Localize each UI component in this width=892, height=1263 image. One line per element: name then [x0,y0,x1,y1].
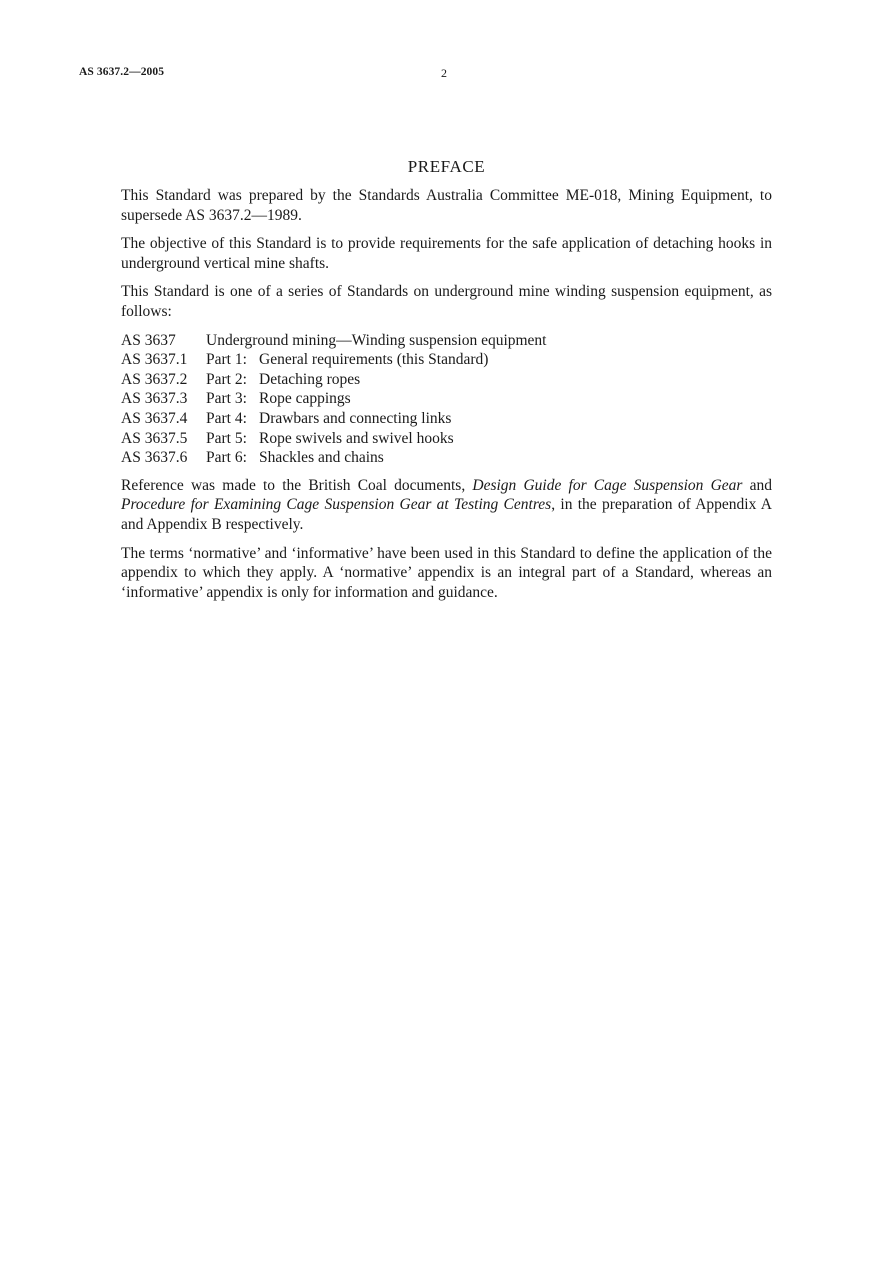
series-row [121,448,772,468]
series-part: Part 4: [206,409,247,427]
series-row [121,389,772,409]
series-title: Detaching ropes [259,370,361,388]
series-title: Shackles and chains [259,449,384,467]
preface-paragraph-5: The terms ‘normative’ and ‘informative’ have been used in this Standard to define the application of the appendix to which they apply. A ‘normative’ appendix is an integral part of a Standard, whereas an ‘informative’ appendix is only for information and guidance. [121,544,772,601]
series-part: Part 5: [206,429,247,447]
reference-text: , in the preparation of Appendix A and Appendix B respectively. [121,496,772,533]
series-row [121,429,772,449]
series-part: Part 1: [206,351,247,369]
series-title: Rope swivels and swivel hooks [259,429,454,447]
series-code: AS 3637.6 [121,449,188,467]
document-id: AS 3637.2—2005 [79,66,165,78]
series-row [121,331,772,351]
series-part: Part 3: [206,390,247,408]
series-row [121,409,772,429]
series-title: Drawbars and connecting links [259,409,452,427]
reference-text: Reference was made to the British Coal documents, [121,476,473,494]
series-title: Rope cappings [259,390,351,408]
series-part: Part 6: [206,449,247,467]
preface-paragraph-1: This Standard was prepared by the Standards Australia Committee ME-018, Mining Equipment, to supersede AS 3637.2—1989. [121,187,772,224]
series-row [121,350,772,370]
series-title: General requirements (this Standard) [259,351,489,369]
preface-section [121,156,772,611]
page-number: 2 [441,66,447,80]
series-part: Part 2: [206,370,247,388]
series-title: Underground mining—Winding suspension equipment [206,331,547,349]
design-guide-title: Design Guide for Cage Suspension Gear [472,476,743,494]
reference-text: and [742,476,773,494]
series-row [121,370,772,390]
series-code: AS 3637.5 [121,429,188,447]
running-header [0,66,892,84]
standards-series-list [121,331,772,468]
preface-title: PREFACE [407,157,486,176]
preface-paragraph-4 [121,476,772,535]
series-code: AS 3637.2 [121,370,188,388]
preface-paragraph-2: The objective of this Standard is to provide requirements for the safe application of detaching hooks in underground vertical mine shafts. [121,235,772,272]
preface-paragraph-3: This Standard is one of a series of Standards on underground mine winding suspension equipment, as follows: [121,283,772,320]
series-code: AS 3637.3 [121,390,188,408]
series-code: AS 3637.1 [121,351,188,369]
procedure-title: Procedure for Examining Cage Suspension Gear at Testing Centres [121,496,552,514]
series-code: AS 3637 [121,331,176,349]
series-code: AS 3637.4 [121,409,188,427]
